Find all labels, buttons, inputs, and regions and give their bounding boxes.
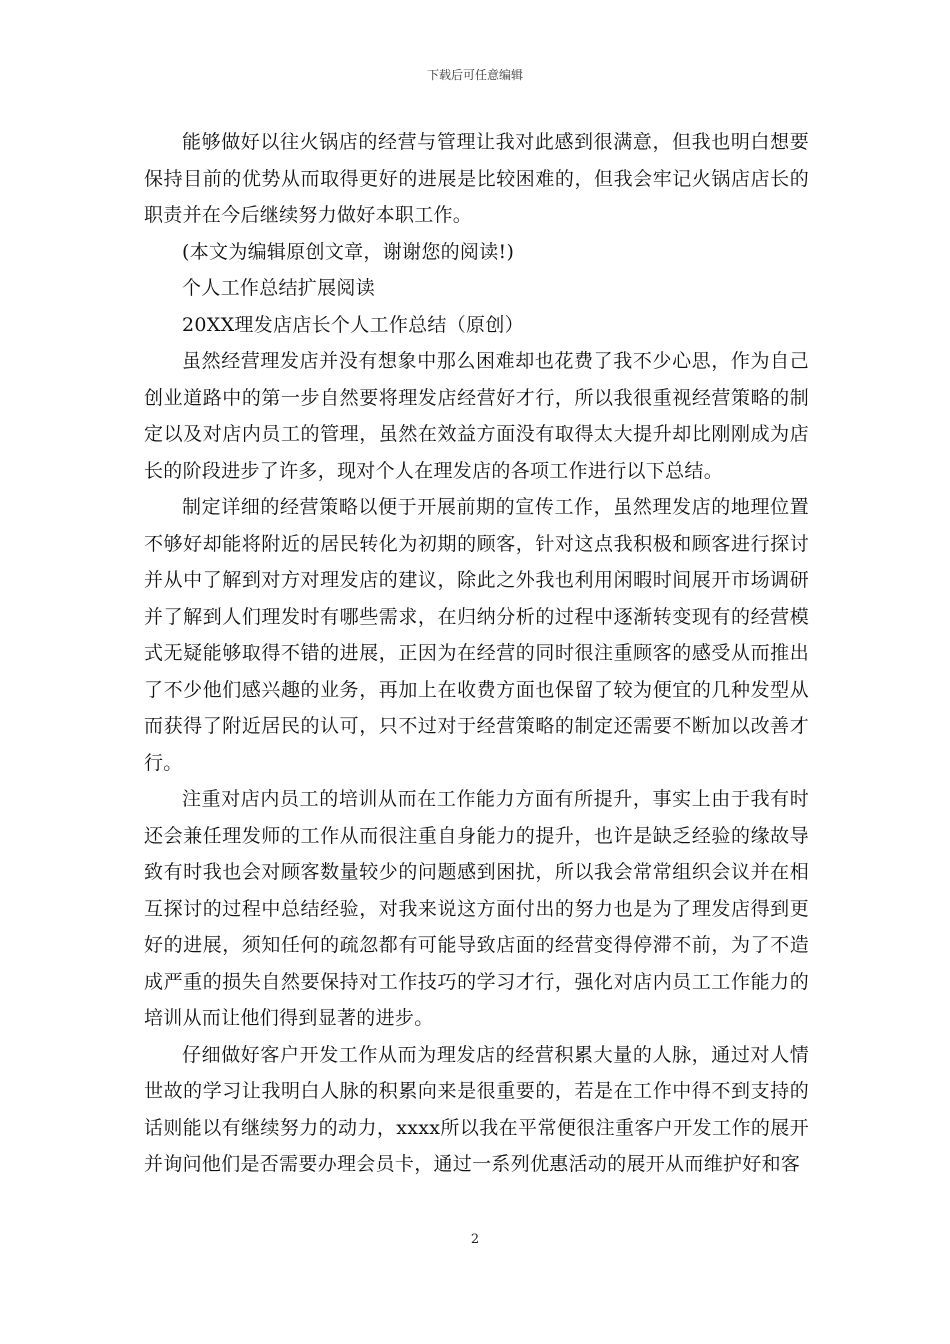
page-header: 下载后可任意编辑 xyxy=(426,68,523,82)
paragraph-article-title: 20XX理发店店长个人工作总结（原创） xyxy=(182,313,524,336)
page-number: 2 xyxy=(470,1232,480,1247)
paragraph-training: 注重对店内员工的培训从而在工作能力方面有所提升，事实上由于我有时还会兼任理发师的工作从而很注重自身能力的提升，也许是缺乏经验的缘故导致有时我也会对顾客数量较少的问题感到困扰，所以我会常常组织会议并在相互探讨的过程中总结经验，对我来说这方面付出的努力也是为了理发店得到更好的进展，须知任何的疏忽都有可能导致店面的经营变得停滞不前，为了不造成严重的损失自然要保持对工作技巧的学习才行，强化对店内员工工作能力的培训从而让他们得到显著的进步。 xyxy=(144,788,809,1029)
paragraph-intro: 虽然经营理发店并没有想象中那么困难却也花费了我不少心思，作为自己创业道路中的第一步自然要将理发店经营好才行，所以我很重视经营策略的制定以及对店内员工的管理，虽然在效益方面没有取得太大提升却比刚刚成为店长的阶段进步了许多，现对个人在理发店的各项工作进行以下总结。 xyxy=(144,350,809,482)
document-body xyxy=(144,124,809,1183)
paragraph-strategy: 制定详细的经营策略以便于开展前期的宣传工作，虽然理发店的地理位置不够好却能将附近的居民转化为初期的顾客，针对这点我积极和顾客进行探讨并从中了解到对方对理发店的建议，除此之外我也利用闲暇时间展开市场调研并了解到人们理发时有哪些需求，在归纳分析的过程中逐渐转变现有的经营模式无疑能够取得不错的进展，正因为在经营的同时很注重顾客的感受从而推出了不少他们感兴趣的业务，再加上在收费方面也保留了较为便宜的几种发型从而获得了附近居民的认可，只不过对于经营策略的制定还需要不断加以改善才行。 xyxy=(144,496,809,774)
paragraph-customers: 仔细做好客户开发工作从而为理发店的经营积累大量的人脉，通过对人情世故的学习让我明白人脉的积累向来是很重要的，若是在工作中得不到支持的话则能以有继续努力的动力，xxxx所以我在平常便很注重客户开发工作的展开并询问他们是否需要办理会员卡，通过一系列优惠活动的展开从而维护好和客 xyxy=(144,1043,809,1175)
paragraph-hotpot-summary: 能够做好以往火锅店的经营与管理让我对此感到很满意，但我也明白想要保持目前的优势从而取得更好的进展是比较困难的，但我会牢记火锅店店长的职责并在今后继续努力做好本职工作。 xyxy=(144,131,809,226)
paragraph-extended-reading: 个人工作总结扩展阅读 xyxy=(182,277,376,299)
paragraph-editor-note: (本文为编辑原创文章，谢谢您的阅读!) xyxy=(182,240,515,263)
